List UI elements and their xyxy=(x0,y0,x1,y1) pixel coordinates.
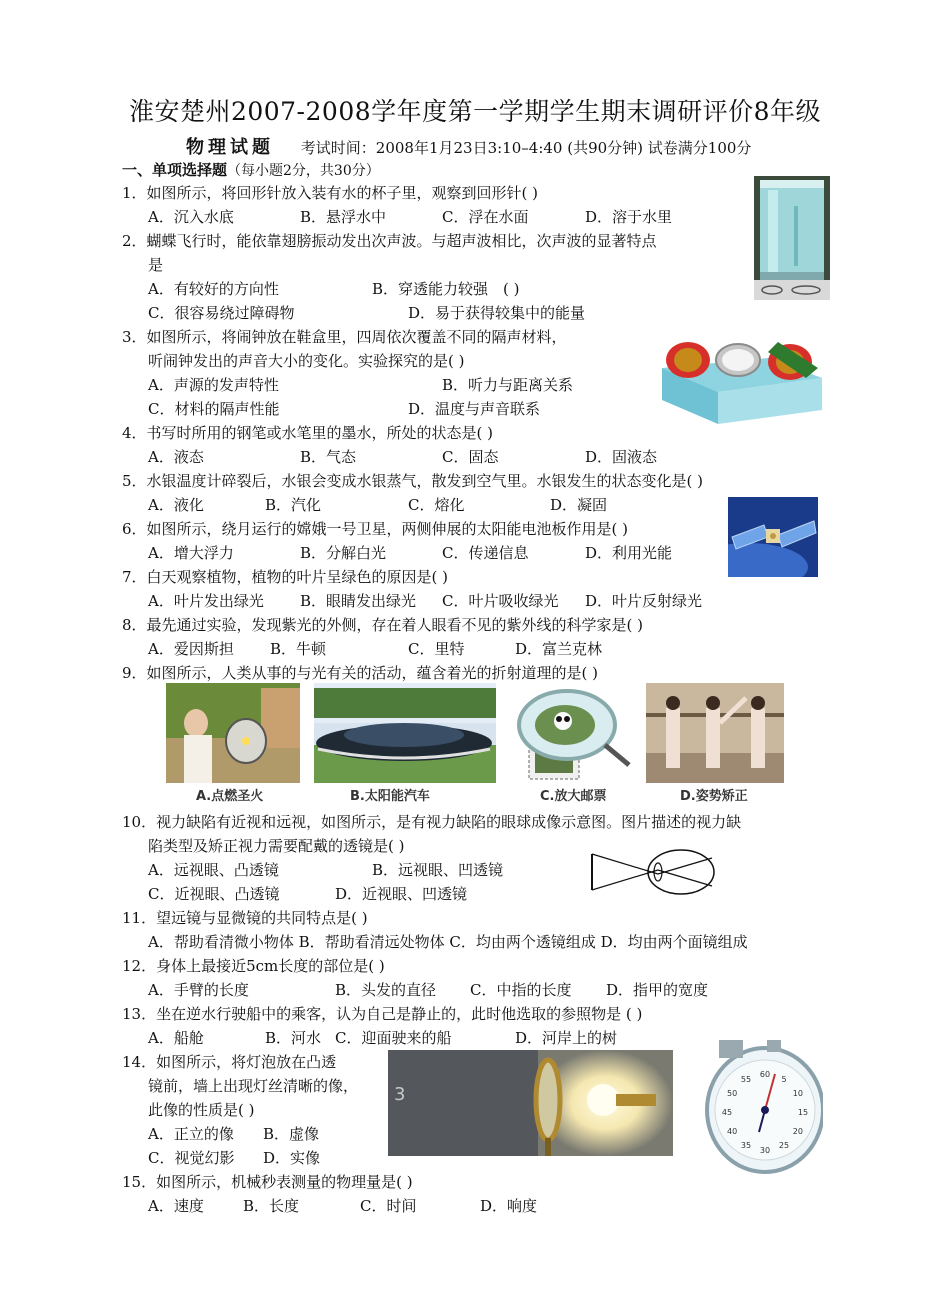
q4-option-b: B．气态 xyxy=(300,448,357,466)
q13-option-c: C．迎面驶来的船 xyxy=(335,1029,452,1047)
q13-stem: 13．坐在逆水行驶船中的乘客，认为自己是静止的，此时他选取的参照物是 ( ) xyxy=(122,1005,643,1023)
q10-stem: 10．视力缺陷有近视和远视，如图所示，是有视力缺陷的眼球成像示意图。图片描述的视力缺 xyxy=(122,813,742,831)
q10-option-a: A．远视眼、凸透镜 xyxy=(148,861,279,879)
q10-option-c: C．近视眼、凸透镜 xyxy=(148,885,280,903)
section-note: （每小题2分，共30分） xyxy=(227,163,380,179)
svg-text:3: 3 xyxy=(394,1084,406,1105)
stopwatch-number: 45 xyxy=(721,1108,733,1117)
q10-option-d: D．近视眼、凹透镜 xyxy=(335,885,468,903)
picture-magnifier-stamp xyxy=(505,685,633,783)
q3-stem-cont: 听闹钟发出的声音大小的变化。实验探究的是( ) xyxy=(148,352,465,370)
q4-option-c: C．固态 xyxy=(442,448,499,466)
q12-option-d: D．指甲的宽度 xyxy=(606,981,709,999)
q2-stem: 2．蝴蝶飞行时，能依靠翅膀振动发出次声波。与超声波相比，次声波的显著特点 xyxy=(122,232,657,250)
q9-caption-d: D.姿势矫正 xyxy=(680,789,748,804)
stopwatch-number: 10 xyxy=(792,1089,803,1098)
q8-option-d: D．富兰克林 xyxy=(515,640,603,658)
q10-option-b: B．远视眼、凹透镜 xyxy=(372,861,504,879)
section-label: 一、单项选择题 xyxy=(122,161,228,179)
q14-option-c: C．视觉幻影 xyxy=(148,1149,235,1167)
q13-option-b: B．河水 xyxy=(265,1029,322,1047)
q2-stem-cont: 是 xyxy=(148,256,164,274)
q7-stem: 7．白天观察植物，植物的叶片呈绿色的原因是( ) xyxy=(122,568,449,586)
stopwatch-number: 15 xyxy=(797,1108,809,1117)
q9-stem: 9．如图所示，人类从事的与光有关的活动，蕴含着光的折射道理的是( ) xyxy=(122,664,599,682)
section-heading xyxy=(122,159,380,180)
q2-option-a: A．有较好的方向性 xyxy=(148,280,279,298)
picture-lens-bulb xyxy=(388,1050,673,1156)
q6-option-b: B．分解白光 xyxy=(300,544,387,562)
q8-option-c: C．里特 xyxy=(408,640,465,658)
q1-stem: 1．如图所示，将回形针放入装有水的杯子里，观察到回形针( ) xyxy=(122,184,539,202)
q1-option-c: C．浮在水面 xyxy=(442,208,529,226)
q4-stem: 4．书写时所用的钢笔或水笔里的墨水，所处的状态是( ) xyxy=(122,424,494,442)
q5-option-b: B．汽化 xyxy=(265,496,322,514)
q12-option-a: A．手臂的长度 xyxy=(148,981,249,999)
q3-option-c: C．材料的隔声性能 xyxy=(148,400,280,418)
q3-stem: 3．如图所示，将闹钟放在鞋盒里，四周依次覆盖不同的隔声材料， xyxy=(122,328,567,346)
q7-option-c: C．叶片吸收绿光 xyxy=(442,592,559,610)
q8-option-b: B．牛顿 xyxy=(270,640,327,658)
q5-option-c: C．熔化 xyxy=(408,496,465,514)
q5-option-d: D．凝固 xyxy=(550,496,608,514)
picture-dancers xyxy=(646,683,784,783)
q6-option-c: C．传递信息 xyxy=(442,544,529,562)
q13-option-d: D．河岸上的树 xyxy=(515,1029,618,1047)
picture-shoebox-clock xyxy=(658,338,826,428)
q14-stem-cont2: 此像的性质是( ) xyxy=(148,1101,255,1119)
stopwatch-number: 55 xyxy=(740,1075,752,1085)
q14-option-a: A．正立的像 xyxy=(148,1125,234,1143)
q12-option-b: B．头发的直径 xyxy=(335,981,437,999)
stopwatch-number: 30 xyxy=(759,1146,771,1155)
q6-stem: 6．如图所示，绕月运行的嫦娥一号卫星，两侧伸展的太阳能电池板作用是( ) xyxy=(122,520,629,538)
page-title: 淮安楚州2007-2008学年度第一学期学生期末调研评价8年级 xyxy=(128,97,822,126)
q11-options: A．帮助看清微小物体 B．帮助看清远处物体 C．均由两个透镜组成 D．均由两个面镜组成 xyxy=(148,933,748,951)
q4-option-d: D．固液态 xyxy=(585,448,658,466)
picture-stopwatch xyxy=(697,1040,823,1178)
stopwatch-number: 20 xyxy=(792,1127,803,1136)
stopwatch-number: 25 xyxy=(778,1140,790,1150)
q14-option-b: B．虚像 xyxy=(263,1125,320,1143)
q9-caption-a: A.点燃圣火 xyxy=(196,789,264,804)
q7-option-b: B．眼睛发出绿光 xyxy=(300,592,417,610)
q7-option-d: D．叶片反射绿光 xyxy=(585,592,703,610)
q14-stem: 14．如图所示，将灯泡放在凸透 xyxy=(122,1053,337,1071)
exam-info: 考试时间：2008年1月23日3:10–4:40 (共90分钟) 试卷满分100分 xyxy=(300,139,752,157)
q2-option-d: D．易于获得较集中的能量 xyxy=(408,304,586,322)
q5-option-a: A．液化 xyxy=(148,496,204,514)
stopwatch-number: 35 xyxy=(740,1140,752,1150)
q13-option-a: A．船舱 xyxy=(148,1029,204,1047)
q6-option-a: A．增大浮力 xyxy=(148,544,234,562)
q2-option-c: C．很容易绕过障碍物 xyxy=(148,304,295,322)
q5-stem: 5．水银温度计碎裂后，水银会变成水银蒸气，散发到空气里。水银发生的状态变化是( ) xyxy=(122,472,704,490)
q1-option-d: D．溶于水里 xyxy=(585,208,673,226)
eye-diagram xyxy=(586,846,718,898)
q8-stem: 8．最先通过实验，发现紫光的外侧，存在着人眼看不见的紫外线的科学家是( ) xyxy=(122,616,644,634)
q15-option-c: C．时间 xyxy=(360,1197,417,1215)
q8-option-a: A．爱因斯担 xyxy=(148,640,234,658)
q15-stem: 15．如图所示，机械秒表测量的物理量是( ) xyxy=(122,1173,413,1191)
q1-option-a: A．沉入水底 xyxy=(148,208,234,226)
stopwatch-number: 40 xyxy=(727,1127,738,1136)
q15-option-a: A．速度 xyxy=(148,1197,204,1215)
q15-option-b: B．长度 xyxy=(243,1197,300,1215)
q3-option-a: A．声源的发声特性 xyxy=(148,376,279,394)
q12-stem: 12．身体上最接近5cm长度的部位是( ) xyxy=(122,957,385,975)
picture-lighting-torch xyxy=(166,683,300,783)
q15-option-d: D．响度 xyxy=(480,1197,538,1215)
picture-satellite xyxy=(728,497,818,577)
subject-title: 物理试题 xyxy=(186,137,274,158)
q10-stem-cont: 陷类型及矫正视力需要配戴的透镜是( ) xyxy=(148,837,405,855)
q3-option-d: D．温度与声音联系 xyxy=(408,400,541,418)
q9-caption-b: B.太阳能汽车 xyxy=(350,789,430,804)
q4-option-a: A．液态 xyxy=(148,448,204,466)
q3-option-b: B．听力与距离关系 xyxy=(442,376,574,394)
q12-option-c: C．中指的长度 xyxy=(470,981,572,999)
q11-stem: 11．望远镜与显微镜的共同特点是( ) xyxy=(122,909,368,927)
q14-stem-cont: 镜前，墙上出现灯丝清晰的像， xyxy=(148,1077,359,1095)
q14-option-d: D．实像 xyxy=(263,1149,321,1167)
q7-option-a: A．叶片发出绿光 xyxy=(148,592,264,610)
subtitle xyxy=(186,133,751,159)
picture-solar-car xyxy=(314,683,496,783)
stopwatch-number: 50 xyxy=(727,1089,738,1098)
q2-option-b: B．穿透能力较强 ( ) xyxy=(372,280,520,298)
q6-option-d: D．利用光能 xyxy=(585,544,673,562)
picture-water-cup xyxy=(754,176,830,300)
stopwatch-number: 60 xyxy=(759,1070,771,1079)
q9-caption-c: C.放大邮票 xyxy=(540,789,607,804)
stopwatch-number: 5 xyxy=(781,1075,787,1085)
q1-option-b: B．悬浮水中 xyxy=(300,208,387,226)
